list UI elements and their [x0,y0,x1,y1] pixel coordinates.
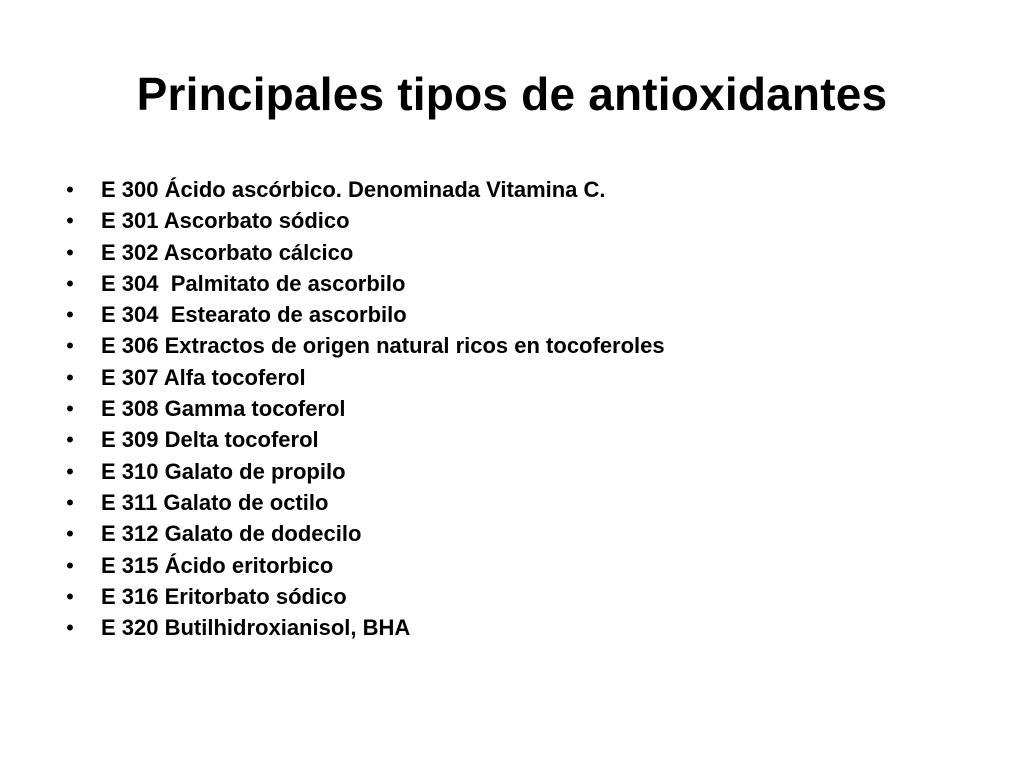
bullet-icon: • [66,615,74,641]
list-item [60,456,980,487]
list-item [60,205,980,236]
list-item-text: E 316 Eritorbato sódico [101,583,347,609]
list-item-text: E 311 Galato de octilo [101,489,329,515]
list-item [60,612,980,643]
slide-title: Principales tipos de antioxidantes [136,68,888,120]
bullet-icon: • [66,489,74,515]
list-item-text: E 308 Gamma tocoferol [101,396,346,422]
list-item-text: E 315 Ácido eritorbico [101,552,334,578]
list-item [60,299,980,330]
list-item-text: E 304 Palmitato de ascorbilo [101,270,406,296]
list-item-text: E 300 Ácido ascórbico. Denominada Vitamina C. [101,177,606,202]
list-item [60,487,980,518]
list-item [60,330,980,361]
list-item-text: E 312 Galato de dodecilo [101,521,362,547]
list-item-text: E 301 Ascorbato sódico [101,208,350,234]
list-item [60,362,980,393]
list-item [60,393,980,424]
list-item-text: E 307 Alfa tocoferol [101,364,306,390]
list-item [60,550,980,581]
list-item-text: E 304 Estearato de ascorbilo [101,302,407,328]
list-item-text: E 309 Delta tocoferol [101,427,319,453]
list-item-text: E 302 Ascorbato cálcico [101,239,354,265]
bullet-icon: • [66,552,74,578]
bullet-icon: • [66,583,74,609]
list-item-text: E 310 Galato de propilo [101,458,346,484]
bullet-icon: • [66,396,74,422]
bullet-icon: • [66,364,74,390]
bullet-icon: • [66,239,74,265]
bullet-icon: • [66,458,74,484]
bullet-icon: • [66,521,74,547]
antioxidant-list [60,174,980,643]
bullet-icon: • [66,333,74,359]
bullet-icon: • [66,270,74,296]
list-item [60,581,980,612]
list-item [60,237,980,268]
list-item [60,518,980,549]
bullet-icon: • [66,208,74,234]
list-item [60,268,980,299]
bullet-icon: • [66,302,74,328]
list-item [60,174,980,205]
bullet-icon: • [66,427,74,453]
list-item [60,424,980,455]
list-item-text: E 306 Extractos de origen natural ricos en tocoferoles [101,333,665,359]
bullet-icon: • [66,177,74,202]
list-item-text: E 320 Butilhidroxianisol, BHA [101,615,411,641]
